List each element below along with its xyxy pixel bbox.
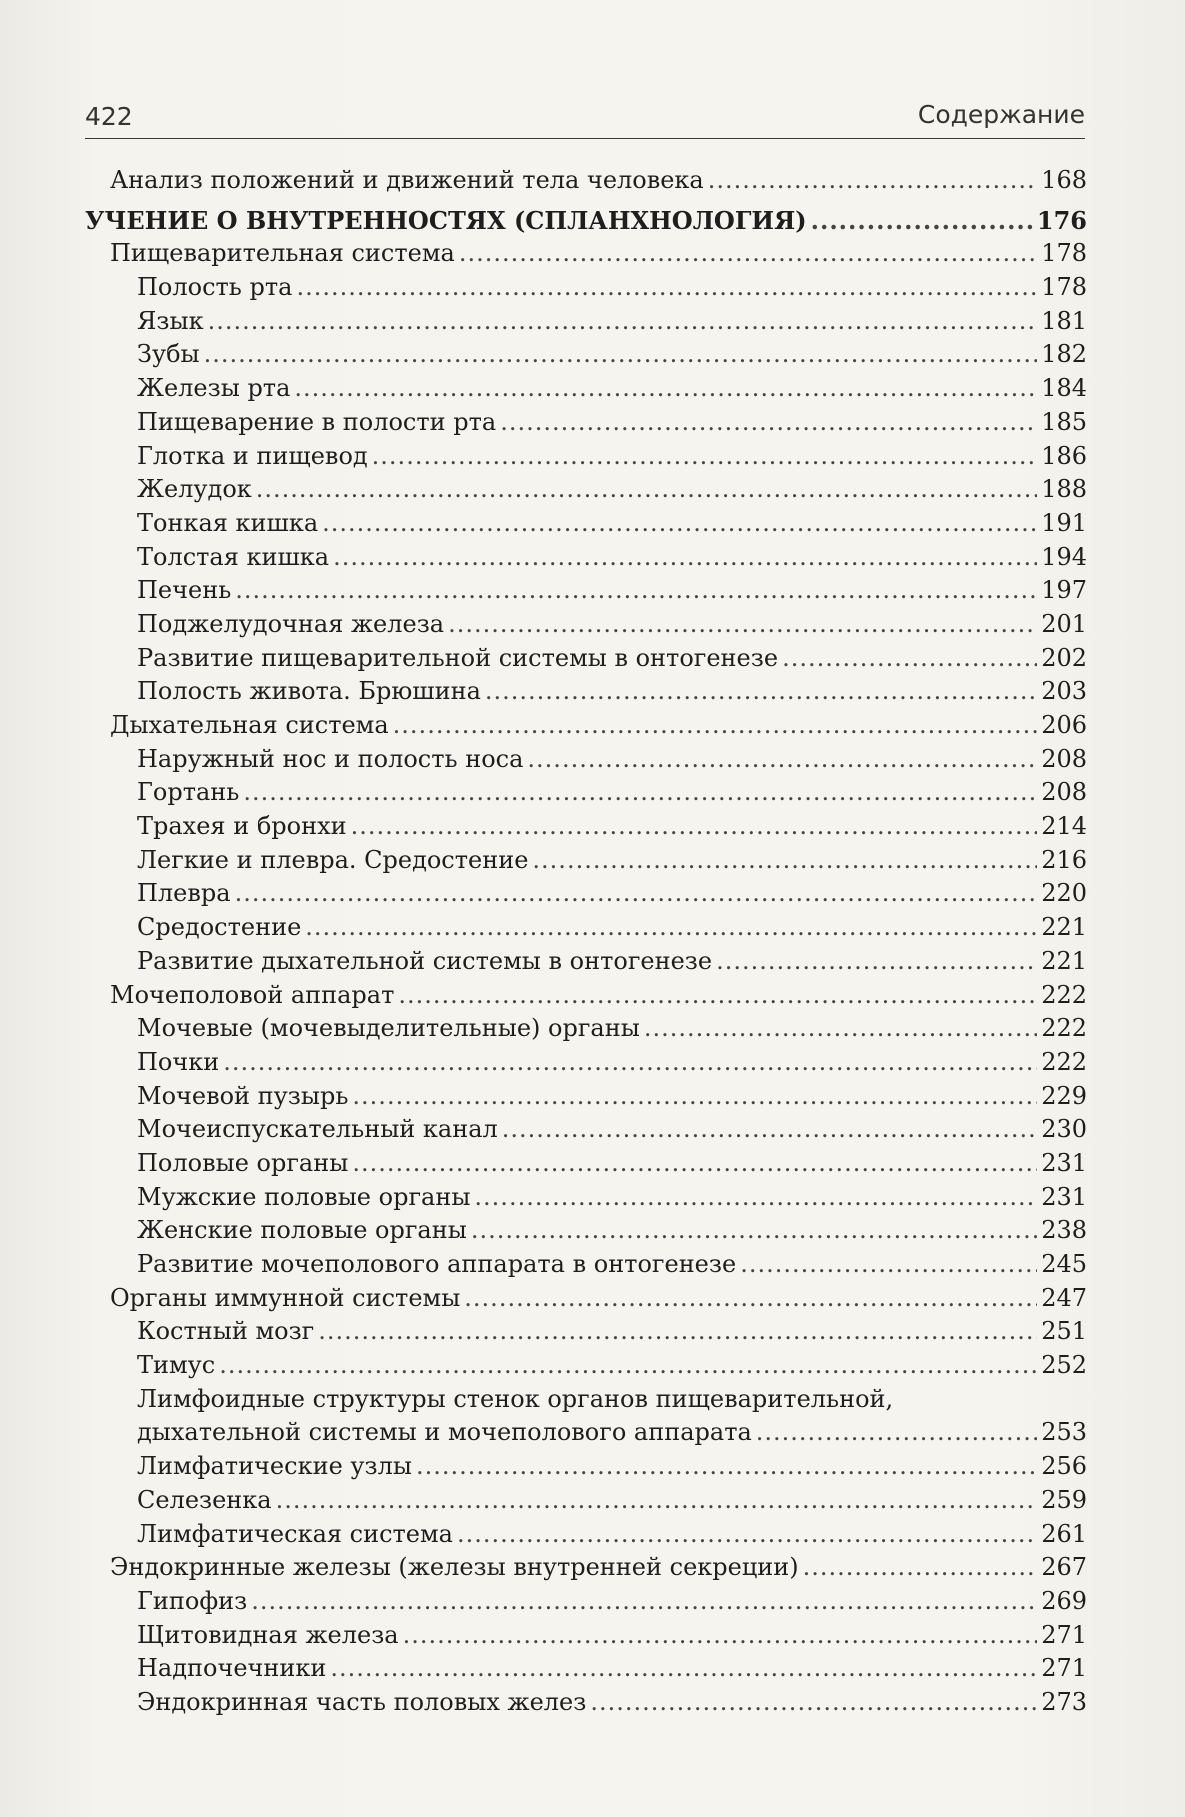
toc-entry-page: 181 <box>1041 306 1087 335</box>
toc-entry-title: Эндокринные железы (железы внутренней секреции) <box>110 1553 799 1582</box>
toc-entry-title: Трахея и бронхи <box>137 812 347 841</box>
toc-entry-page: 231 <box>1041 1148 1087 1177</box>
toc-entry-title: Печень <box>137 576 232 605</box>
dot-leader <box>756 1416 1037 1450</box>
toc-entry-page: 178 <box>1041 239 1087 268</box>
toc-entry <box>85 406 1087 440</box>
toc-entry <box>85 271 1087 305</box>
toc-entry-title: Тонкая кишка <box>137 508 319 537</box>
toc-entry <box>85 1518 1087 1552</box>
toc-entry <box>85 574 1087 608</box>
toc-entry <box>85 507 1087 541</box>
dot-leader <box>474 1181 1037 1215</box>
dot-leader <box>803 1551 1037 1585</box>
toc-entry-page: 251 <box>1041 1317 1087 1346</box>
toc-entry-page: 271 <box>1041 1620 1087 1649</box>
dot-leader <box>464 1282 1037 1316</box>
dot-leader <box>811 204 1033 238</box>
toc-entry-title: Мочевой пузырь <box>137 1081 349 1110</box>
page-header <box>85 98 1085 139</box>
toc-entry <box>85 1147 1087 1181</box>
dot-leader <box>318 1315 1037 1349</box>
toc-entry-page: 273 <box>1041 1687 1087 1716</box>
dot-leader <box>296 271 1037 305</box>
dot-leader <box>708 164 1037 198</box>
toc-entry-page: 271 <box>1041 1654 1087 1683</box>
toc-entry <box>85 1282 1087 1316</box>
toc-entry-title: Легкие и плевра. Средостение <box>137 845 529 874</box>
toc-entry-title: Лимфатические узлы <box>137 1452 412 1481</box>
toc-entry <box>85 642 1087 676</box>
toc-entry-page: 216 <box>1041 845 1087 874</box>
toc-entry-page: 188 <box>1041 475 1087 504</box>
toc-entry <box>85 1585 1087 1619</box>
toc-entry-page: 269 <box>1041 1586 1087 1615</box>
toc-entry <box>85 1349 1087 1383</box>
toc-entry-page: 222 <box>1041 980 1087 1009</box>
toc-entry-page: 222 <box>1041 1014 1087 1043</box>
toc-entry <box>85 1652 1087 1686</box>
dot-leader <box>590 1686 1037 1720</box>
toc-entry <box>85 1450 1087 1484</box>
toc-entry-title: Надпочечники <box>137 1654 327 1683</box>
toc-entry-page: 206 <box>1041 711 1087 739</box>
dot-leader <box>448 608 1037 642</box>
dot-leader <box>393 709 1037 743</box>
dot-leader <box>251 1585 1037 1619</box>
toc-entry-title: УЧЕНИЕ О ВНУТРЕННОСТЯХ (СПЛАНХНОЛОГИЯ) <box>85 205 807 235</box>
toc-entry <box>85 979 1087 1013</box>
toc-entry <box>85 1416 1087 1450</box>
dot-leader <box>485 675 1037 709</box>
toc-entry-title: Желудок <box>137 475 252 504</box>
toc-entry-title: Щитовидная железа <box>137 1620 399 1649</box>
toc-entry-title: Мужские половые органы <box>137 1182 471 1211</box>
toc-entry-title: Половые органы <box>137 1148 349 1177</box>
toc-entry <box>85 945 1087 979</box>
running-head: Содержание <box>917 100 1085 129</box>
toc-entry-title: Гортань <box>137 778 240 807</box>
toc-entry-page: 238 <box>1041 1216 1087 1245</box>
toc-entry-title: Гипофиз <box>137 1586 248 1615</box>
toc-entry-page: 261 <box>1041 1519 1087 1548</box>
toc-entry <box>85 204 1087 238</box>
toc-entry-title: Органы иммунной системы <box>110 1283 461 1312</box>
toc-entry-page: 259 <box>1041 1485 1087 1514</box>
toc-entry <box>85 1686 1087 1720</box>
toc-entry-title: Лимфоидные структуры стенок органов пищеварительной, <box>137 1384 894 1413</box>
toc-entry <box>85 1619 1087 1653</box>
toc-entry-title: дыхательной системы и мочеполового аппарата <box>137 1418 752 1447</box>
toc-entry-page: 202 <box>1041 643 1087 672</box>
dot-leader <box>502 1113 1037 1147</box>
toc-entry-title: Развитие мочеполового аппарата в онтогенезе <box>137 1250 737 1278</box>
toc-entry <box>85 1080 1087 1114</box>
dot-leader <box>716 945 1037 979</box>
toc-entry-title: Плевра <box>137 879 231 908</box>
toc-entry-page: 201 <box>1041 609 1087 638</box>
toc-entry <box>85 473 1087 507</box>
toc-entry-title: Селезенка <box>137 1485 272 1514</box>
toc-entry <box>85 1383 1087 1417</box>
toc-entry-title: Поджелудочная железа <box>137 609 445 638</box>
toc-entry-page: 245 <box>1041 1250 1087 1278</box>
toc-entry <box>85 709 1087 743</box>
dot-leader <box>527 743 1037 777</box>
toc-entry <box>85 1046 1087 1080</box>
toc-entry-page: 191 <box>1041 508 1087 537</box>
toc-entry-title: Железы рта <box>137 374 291 403</box>
dot-leader <box>457 1518 1037 1552</box>
toc-entry-title: Мочеиспускательный канал <box>137 1115 498 1144</box>
dot-leader <box>204 338 1037 372</box>
toc-entry <box>85 541 1087 575</box>
dot-leader <box>416 1450 1037 1484</box>
toc-entry-title: Средостение <box>137 913 302 942</box>
dot-leader <box>351 810 1037 844</box>
toc-entry <box>85 877 1087 911</box>
toc-entry-page: 267 <box>1041 1553 1087 1582</box>
toc-entry-page: 253 <box>1041 1418 1087 1447</box>
dot-leader <box>276 1484 1037 1518</box>
dot-leader <box>372 440 1037 474</box>
toc-entry-page: 182 <box>1041 340 1087 369</box>
toc-entry-page: 176 <box>1036 205 1087 235</box>
toc-entry-title: Пищеварение в полости рта <box>137 407 497 436</box>
toc-entry <box>85 372 1087 406</box>
toc-entry-title: Полость рта <box>137 273 293 302</box>
toc-entry <box>85 237 1087 271</box>
toc-entry <box>85 810 1087 844</box>
dot-leader <box>256 473 1037 507</box>
toc-entry <box>85 1012 1087 1046</box>
toc-entry-page: 252 <box>1041 1351 1087 1380</box>
dot-leader <box>740 1248 1037 1282</box>
toc-entry <box>85 440 1087 474</box>
toc-entry-page: 231 <box>1041 1182 1087 1211</box>
toc-entry-title: Почки <box>137 1047 220 1076</box>
toc-entry <box>85 338 1087 372</box>
toc-entry-title: Мочеполовой аппарат <box>110 980 395 1009</box>
toc-entry-title: Лимфатическая система <box>137 1519 453 1548</box>
toc-entry-page: 221 <box>1041 913 1087 942</box>
dot-leader <box>782 642 1037 676</box>
toc-entry-page: 247 <box>1041 1283 1087 1312</box>
toc-entry-page: 208 <box>1041 778 1087 807</box>
toc-entry-page: 221 <box>1041 946 1087 975</box>
dot-leader <box>644 1012 1037 1046</box>
toc-entry-page: 184 <box>1041 374 1087 403</box>
dot-leader <box>532 844 1037 878</box>
toc-entry-page: 178 <box>1041 273 1087 302</box>
toc-entry-page: 256 <box>1041 1452 1087 1481</box>
toc-entry-title: Полость живота. Брюшина <box>137 677 481 706</box>
toc-entry-title: Эндокринная часть половых желез <box>137 1687 587 1716</box>
dot-leader <box>352 1080 1037 1114</box>
toc-entry-title: Пищеварительная система <box>110 239 455 268</box>
toc-entry <box>85 1113 1087 1147</box>
toc-entry <box>85 1214 1087 1248</box>
dot-leader <box>333 541 1037 575</box>
toc-entry-page: 208 <box>1041 744 1087 773</box>
toc-entry <box>85 743 1087 777</box>
toc-entry-page: 220 <box>1041 879 1087 908</box>
toc-entry-page: 197 <box>1041 576 1087 605</box>
toc-entry-page: 203 <box>1041 677 1087 706</box>
toc-entry-title: Тимус <box>137 1351 216 1380</box>
dot-leader <box>352 1147 1037 1181</box>
toc-entry-page: 186 <box>1041 441 1087 470</box>
page-number: 422 <box>85 102 133 131</box>
dot-leader <box>243 776 1037 810</box>
toc-entry-page: 185 <box>1041 407 1087 436</box>
toc-entry <box>85 911 1087 945</box>
toc-entry <box>85 1551 1087 1585</box>
dot-leader <box>500 406 1037 440</box>
dot-leader <box>235 574 1037 608</box>
dot-leader <box>219 1349 1037 1383</box>
toc-entry-title: Зубы <box>137 340 200 369</box>
dot-leader <box>294 372 1037 406</box>
dot-leader <box>403 1619 1037 1653</box>
toc-entry-title: Язык <box>137 306 204 335</box>
dot-leader <box>398 979 1037 1013</box>
toc-entry-title: Наружный нос и полость носа <box>137 744 524 773</box>
toc-entry-page: 194 <box>1041 542 1087 571</box>
toc-entry-page: 230 <box>1041 1115 1087 1144</box>
dot-leader <box>322 507 1037 541</box>
dot-leader <box>223 1046 1037 1080</box>
toc-entry-title: Развитие дыхательной системы в онтогенезе <box>137 946 713 975</box>
toc-entry <box>85 305 1087 339</box>
toc-entry <box>85 776 1087 810</box>
toc-entry-title: Развитие пищеварительной системы в онтогенезе <box>137 643 779 672</box>
toc-entry-page: 214 <box>1041 812 1087 841</box>
toc-entry-title: Толстая кишка <box>137 542 330 571</box>
dot-leader <box>305 911 1037 945</box>
toc-entry <box>85 1248 1087 1282</box>
table-of-contents <box>85 164 1087 1720</box>
toc-entry <box>85 608 1087 642</box>
toc-entry-title: Костный мозг <box>137 1317 315 1346</box>
dot-leader <box>330 1652 1037 1686</box>
toc-entry <box>85 844 1087 878</box>
dot-leader <box>471 1214 1037 1248</box>
toc-entry-title: Глотка и пищевод <box>137 441 368 470</box>
toc-entry-page: 168 <box>1041 166 1087 194</box>
toc-entry-title: Дыхательная система <box>110 711 389 739</box>
toc-entry-page: 222 <box>1041 1047 1087 1076</box>
toc-entry-page: 229 <box>1041 1081 1087 1110</box>
toc-entry <box>85 1484 1087 1518</box>
toc-entry-title: Анализ положений и движений тела человека <box>110 166 704 194</box>
dot-leader <box>459 237 1037 271</box>
dot-leader <box>235 877 1037 911</box>
toc-entry <box>85 1181 1087 1215</box>
toc-entry <box>85 1315 1087 1349</box>
toc-entry <box>85 164 1087 198</box>
toc-entry-title: Мочевые (мочевыделительные) органы <box>137 1014 640 1043</box>
toc-entry-title: Женские половые органы <box>137 1216 467 1245</box>
dot-leader <box>208 305 1037 339</box>
toc-entry <box>85 675 1087 709</box>
